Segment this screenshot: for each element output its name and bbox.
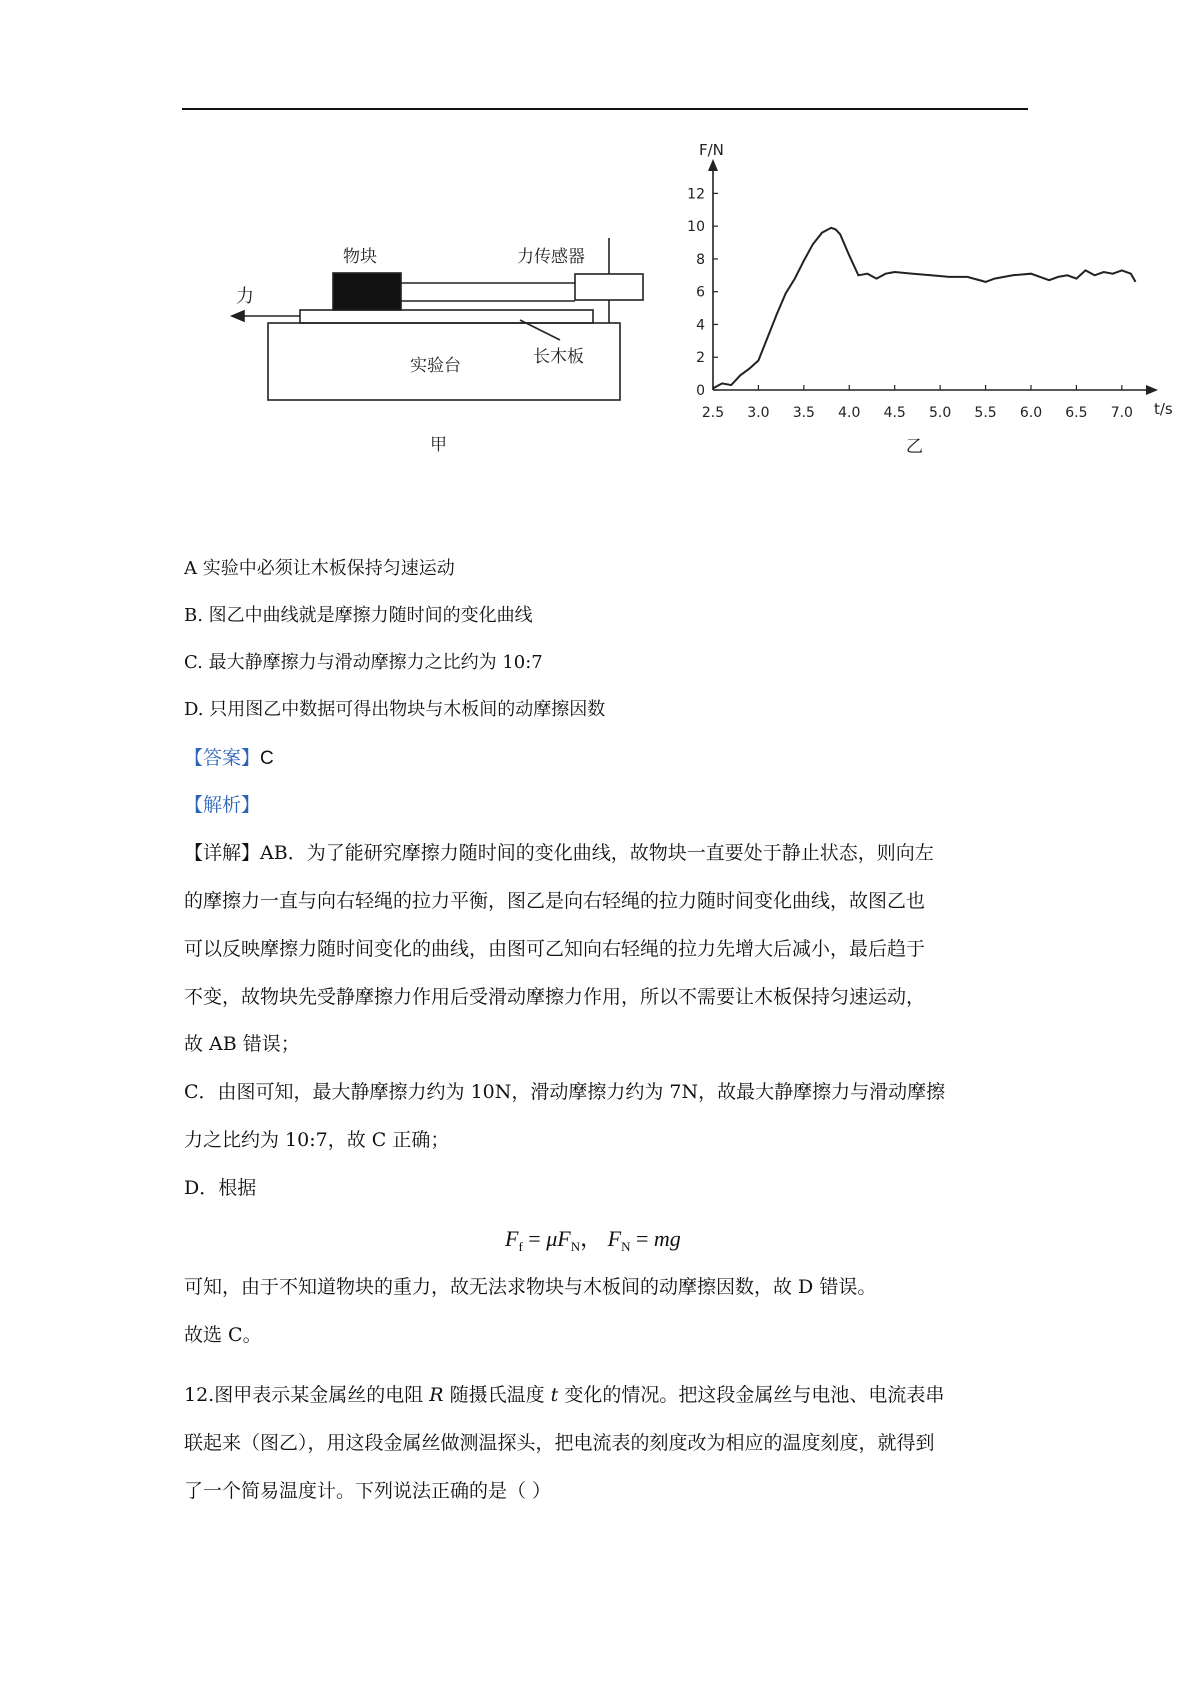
formula-f-sub: f: [518, 1239, 523, 1254]
formula-mu: μF: [546, 1226, 571, 1251]
detail-tag: 【详解】: [184, 842, 261, 864]
detail-line-8: D．根据: [184, 1177, 257, 1199]
y-axis-label: F/N: [699, 141, 724, 159]
x-tick-label: 5.0: [928, 405, 952, 421]
formula-sep: ，: [580, 1226, 608, 1251]
x-tick-label: 3.0: [747, 405, 770, 421]
detail-line-6: C．由图可知，最大静摩擦力约为 10N，滑动摩擦力约为 7N，故最大静摩擦力与滑动摩擦: [184, 1081, 946, 1103]
figure-jia-caption: 甲: [430, 435, 447, 455]
detail-line-7: 力之比约为 10:7，故 C 正确；: [184, 1129, 450, 1151]
detail-line-3: 可以反映摩擦力随时间变化的曲线，由图可乙知向右轻绳的拉力先增大后减小，最后趋于: [184, 938, 926, 960]
y-tick-label: 2: [696, 350, 705, 367]
figure-yi-caption: 乙: [906, 437, 923, 457]
x-tick-label: 4.5: [883, 405, 906, 421]
x-tick-label: 4.0: [838, 405, 861, 421]
figure-area: [0, 0, 1200, 480]
y-tick-label: 6: [696, 284, 705, 301]
q12-var-r: R: [429, 1384, 444, 1406]
formula-mg: mg: [653, 1226, 681, 1251]
q12-text-b: 随摄氏温度: [443, 1384, 551, 1406]
x-tick-label: 7.0: [1110, 405, 1133, 421]
y-axis-arrowhead: [708, 159, 718, 171]
detail-line-9: 可知，由于不知道物块的重力，故无法求物块与木板间的动摩擦因数，故 D 错误。: [184, 1276, 877, 1298]
block: [333, 273, 401, 310]
force-series-line: [713, 228, 1136, 389]
option-c: C. 最大静摩擦力与滑动摩擦力之比约为 10:7: [184, 652, 543, 673]
x-tick-label: 5.5: [974, 405, 997, 421]
option-a: A 实验中必须让木板保持匀速运动: [184, 558, 455, 579]
option-b: B. 图乙中曲线就是摩擦力随时间的变化曲线: [184, 605, 533, 626]
force-sensor: [575, 274, 643, 300]
block-label: 物块: [343, 247, 377, 267]
formula-eq2: =: [630, 1226, 654, 1251]
formula-eq1: =: [522, 1226, 547, 1251]
x-axis-arrowhead: [1146, 385, 1158, 395]
force-label: 力: [236, 286, 254, 307]
x-tick-label: 6.0: [1019, 405, 1043, 421]
y-tick-label: 8: [696, 251, 705, 268]
detail-line-5: 故 AB 错误；: [184, 1033, 300, 1055]
q12-text-a: 12.图甲表示某金属丝的电阻: [184, 1384, 430, 1406]
answer-tag: 【答案】: [184, 747, 261, 769]
force-arrowhead: [232, 311, 244, 321]
detail-line-10: 故选 C。: [184, 1324, 262, 1346]
force-time-chart: [687, 141, 1173, 457]
q12-text-c: 变化的情况。把这段金属丝与电池、电流表串: [558, 1384, 945, 1406]
answer-value: C: [260, 748, 274, 769]
detail-line-2: 的摩擦力一直与向右轻绳的拉力平衡，图乙是向右轻绳的拉力随时间变化曲线，故图乙也: [184, 890, 926, 912]
detail-line-1: [184, 840, 934, 866]
q12-var-t: t: [550, 1384, 559, 1406]
long-board: [300, 310, 593, 323]
x-tick-label: 6.5: [1065, 405, 1088, 421]
x-axis-label: t/s: [1154, 400, 1173, 418]
sensor-label: 力传感器: [517, 247, 585, 267]
y-tick-label: 0: [696, 383, 705, 399]
detail-text-1: AB．为了能研究摩擦力随时间的变化曲线，故物块一直要处于静止状态，则向左: [260, 842, 934, 864]
x-tick-label: 2.5: [701, 405, 725, 421]
formula-f: F: [505, 1226, 519, 1251]
y-tick-label: 10: [687, 219, 705, 236]
y-tick-label: 12: [687, 186, 705, 203]
option-d: D. 只用图乙中数据可得出物块与木板间的动摩擦因数: [184, 699, 606, 720]
formula-f2: F: [607, 1226, 622, 1251]
formula-n2-sub: N: [621, 1239, 631, 1254]
question-12-line-1: [184, 1382, 944, 1408]
analysis-tag: 【解析】: [184, 794, 261, 816]
board-label: 长木板: [533, 347, 584, 367]
question-12-line-3: 了一个简易温度计。下列说法正确的是（ ）: [184, 1480, 552, 1502]
answer-line: [184, 745, 274, 772]
table-label: 实验台: [410, 356, 461, 376]
formula-n-sub: N: [570, 1239, 581, 1254]
x-tick-label: 3.5: [792, 405, 815, 421]
y-tick-label: 4: [696, 317, 705, 334]
friction-formula: [505, 1222, 681, 1255]
question-12-line-2: 联起来（图乙），用这段金属丝做测温探头，把电流表的刻度改为相应的温度刻度，就得到: [184, 1432, 935, 1454]
detail-line-4: 不变，故物块先受静摩擦力作用后受滑动摩擦力作用，所以不需要让木板保持匀速运动，: [184, 986, 926, 1008]
